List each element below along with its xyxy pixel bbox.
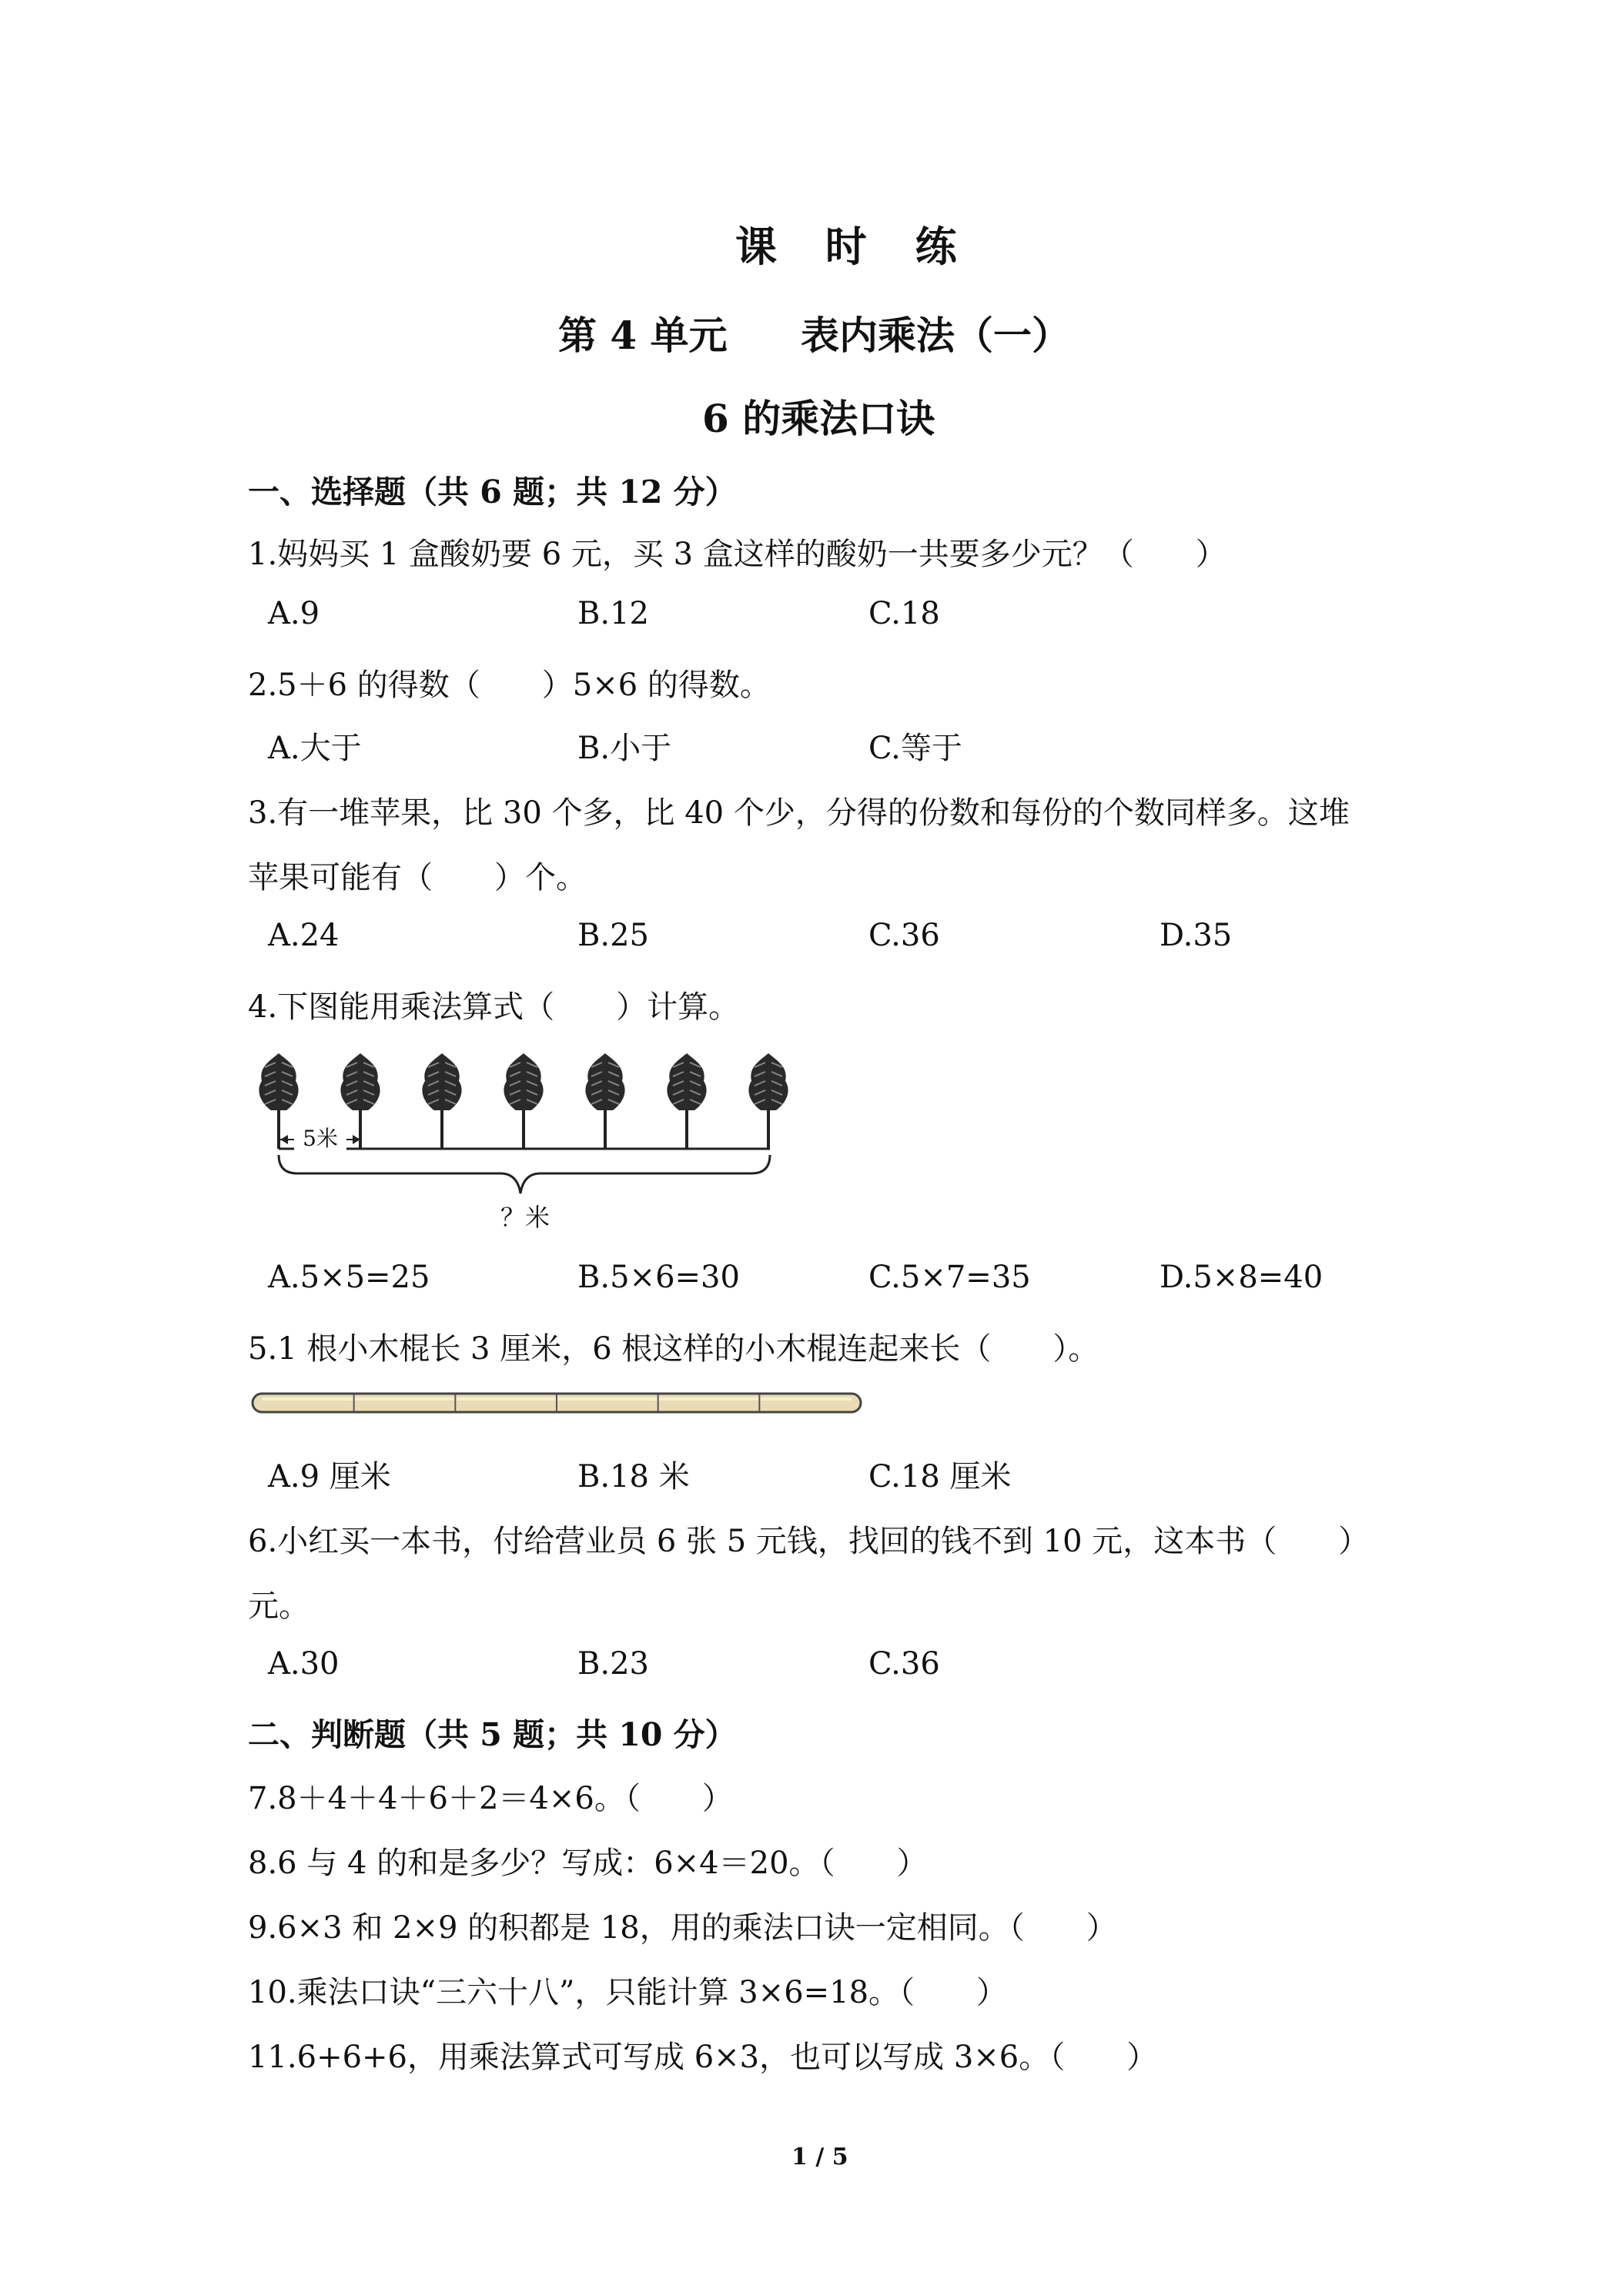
tree-1 — [259, 1053, 298, 1149]
total-label: ？米 — [500, 1203, 550, 1232]
section-heading-judge: 二、判断题（共 5 题；共 10 分） — [248, 1716, 737, 1753]
q4-option-a[interactable]: A.5×5=25 — [268, 1260, 430, 1295]
segment-label: 5米 — [303, 1126, 338, 1151]
total-brace — [279, 1155, 770, 1193]
tree-distance-figure — [246, 1047, 801, 1240]
question-1: 1.妈妈买 1 盒酸奶要 6 元，买 3 盒这样的酸奶一共要多少元？（ ） — [248, 537, 1226, 572]
q5-option-a[interactable]: A.9 厘米 — [268, 1459, 391, 1494]
q1-option-b[interactable]: B.12 — [577, 596, 650, 631]
q5-option-c[interactable]: C.18 厘米 — [868, 1459, 1012, 1494]
q3-option-a[interactable]: A.24 — [268, 918, 340, 953]
question-11: 11.6+6+6，用乘法算式可写成 6×3，也可以写成 3×6。（ ） — [248, 2040, 1158, 2075]
q2-option-b[interactable]: B.小于 — [577, 731, 672, 766]
question-3-line2: 苹果可能有（ ）个。 — [248, 860, 587, 895]
question-6-line2: 元。 — [248, 1588, 310, 1624]
question-8: 8.6 与 4 的和是多少？写成：6×4＝20。（ ） — [248, 1846, 928, 1881]
tree-5 — [585, 1053, 624, 1149]
unit-name: 表内乘法（一） — [801, 313, 1070, 358]
q6-option-c[interactable]: C.36 — [868, 1646, 940, 1682]
question-9: 9.6×3 和 2×9 的积都是 18，用的乘法口诀一定相同。（ ） — [248, 1910, 1117, 1946]
q1-option-a[interactable]: A.9 — [268, 596, 320, 631]
q3-option-c[interactable]: C.36 — [868, 918, 940, 953]
document-title: 课 时 练 — [735, 222, 974, 271]
question-3-line1: 3.有一堆苹果，比 30 个多，比 40 个少，分得的份数和每份的个数同样多。这堆 — [248, 795, 1350, 831]
tree-6 — [667, 1053, 706, 1149]
q4-option-b[interactable]: B.5×6=30 — [577, 1260, 740, 1295]
tree-2 — [340, 1053, 380, 1149]
q4-option-c[interactable]: C.5×7=35 — [868, 1260, 1031, 1295]
unit-label: 第 4 单元 — [558, 313, 728, 358]
question-10: 10.乘法口诀“三六十八”，只能计算 3×6=18。（ ） — [248, 1975, 1008, 2010]
q5-option-b[interactable]: B.18 米 — [577, 1459, 690, 1494]
q2-option-c[interactable]: C.等于 — [868, 731, 962, 766]
q4-option-d[interactable]: D.5×8=40 — [1160, 1260, 1323, 1295]
question-4: 4.下图能用乘法算式（ ）计算。 — [248, 989, 740, 1025]
q6-option-a[interactable]: A.30 — [268, 1646, 340, 1682]
lesson-title: 6 的乘法口诀 — [702, 396, 935, 441]
question-7: 7.8＋4＋4＋6＋2＝4×6。（ ） — [248, 1781, 733, 1816]
q1-option-c[interactable]: C.18 — [868, 596, 940, 631]
question-5: 5.1 根小木棍长 3 厘米，6 根这样的小木棍连起来长（ ）。 — [248, 1331, 1099, 1367]
page-number: 1 / 5 — [791, 2144, 848, 2170]
tree-4 — [504, 1053, 543, 1149]
tree-7 — [748, 1053, 788, 1149]
question-2: 2.5＋6 的得数（ ）5×6 的得数。 — [248, 668, 771, 703]
section-heading-choice: 一、选择题（共 6 题；共 12 分） — [248, 474, 737, 510]
q3-option-b[interactable]: B.25 — [577, 918, 650, 953]
tree-3 — [422, 1053, 461, 1149]
q2-option-a[interactable]: A.大于 — [268, 731, 362, 766]
q6-option-b[interactable]: B.23 — [577, 1646, 650, 1682]
question-6-line1: 6.小红买一本书，付给营业员 6 张 5 元钱，找回的钱不到 10 元，这本书（ ） — [248, 1524, 1370, 1559]
arrow-head-left — [280, 1135, 288, 1144]
q3-option-d[interactable]: D.35 — [1160, 918, 1233, 953]
stick-figure — [251, 1391, 867, 1417]
